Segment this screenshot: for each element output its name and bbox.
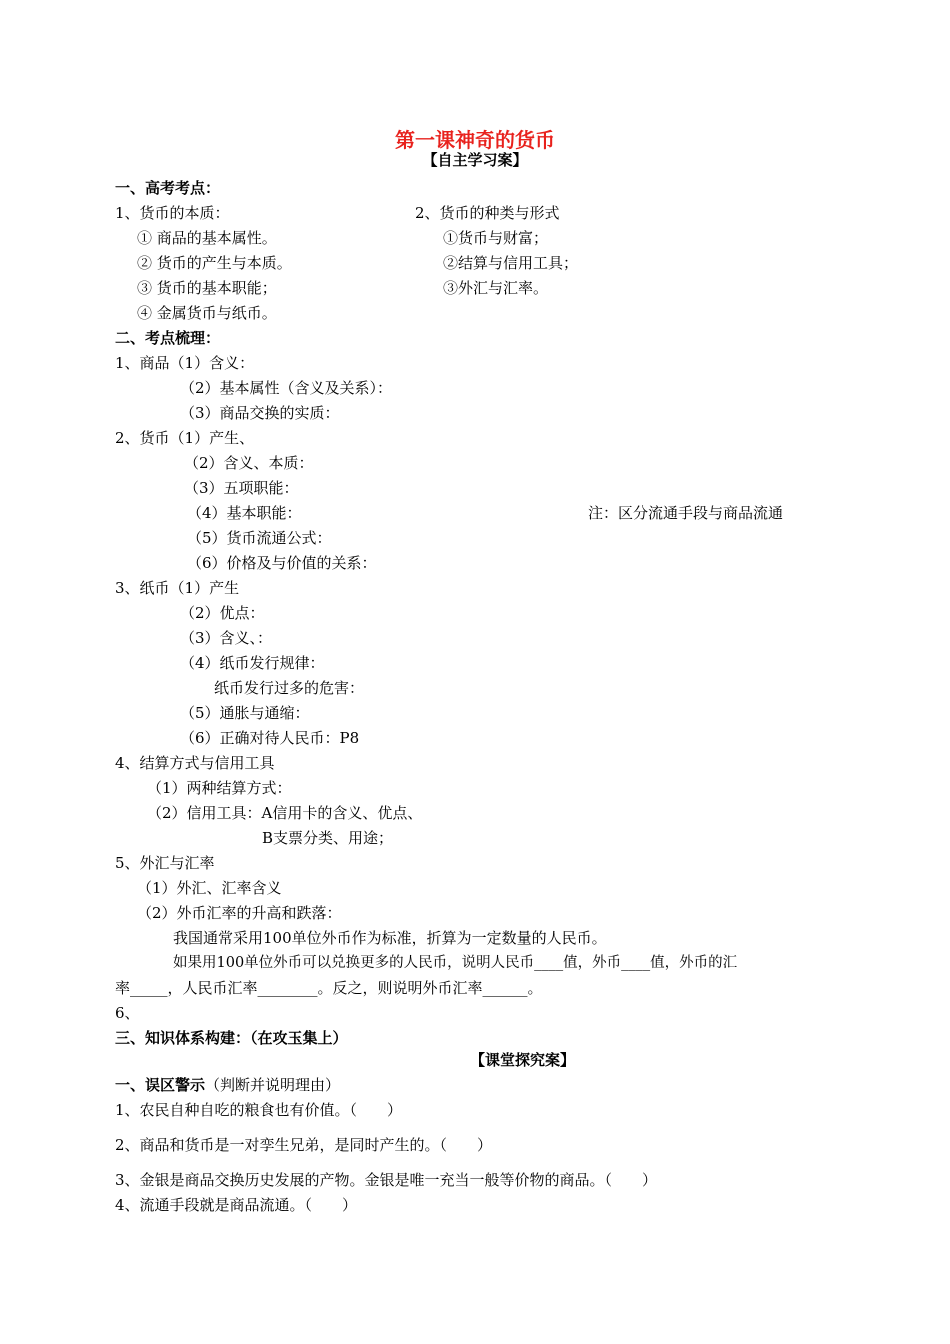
col-left-item: ③ 货币的基本职能； [137,279,277,297]
s3-line: （2）优点： [180,604,265,622]
page-title: 第一课神奇的货币 [395,128,555,152]
col-left-item: ② 货币的产生与本质。 [137,254,292,272]
s5-line: 率_____，人民币汇率________。反之，则说明外币汇率______。 [115,979,543,997]
s2-line: （3）五项职能： [184,479,299,497]
s2-note: 注：区分流通手段与商品流通 [588,504,784,522]
misconception-item: 2、商品和货币是一对孪生兄弟，是同时产生的。（ ） [115,1136,493,1154]
s3-line: （5）通胀与通缩： [180,704,310,722]
s2-line: （6）价格及与价值的关系： [187,554,377,572]
col-right-item: ①货币与财富； [443,229,549,247]
heading-knowledge-system: 三、知识体系构建：（在攻玉集上） [115,1029,348,1047]
s5-line: 如果用100单位外币可以兑换更多的人民币，说明人民币____值，外币____值，外币的汇 [173,955,738,971]
s4-line: （2）信用工具：A信用卡的含义、优点、 [147,804,423,822]
s5-line: （1）外汇、汇率含义 [137,879,282,897]
s3-line: 3、纸币（1）产生 [115,579,240,597]
s3-line: （6）正确对待人民币：P8 [180,729,360,747]
s5-line: 我国通常采用100单位外币作为标准，折算为一定数量的人民币。 [173,929,607,947]
misconception-title: 一、误区警示 [115,1076,206,1094]
s1-line: （2）基本属性（含义及关系）： [180,379,393,397]
s4-line: （1）两种结算方式： [147,779,292,797]
s6-line: 6、 [115,1004,140,1022]
misconception-item: 1、农民自种自吃的粮食也有价值。（ ） [115,1101,403,1119]
s3-line: （3）含义、： [180,629,273,647]
col-right-head: 2、货币的种类与形式 [415,204,560,222]
s5-line: （2）外币汇率的升高和跌落： [137,904,342,922]
col-left-head: 1、货币的本质： [115,204,230,222]
col-left-item: ① 商品的基本属性。 [137,229,277,247]
s2-line: 2、货币（1）产生、 [115,429,255,447]
col-right-item: ②结算与信用工具； [443,254,579,272]
s3-line: （4）纸币发行规律： [180,654,325,672]
s4-line: B支票分类、用途； [262,829,394,847]
misconception-item: 4、流通手段就是商品流通。（ ） [115,1196,358,1214]
heading-review: 二、考点梳理： [115,329,221,347]
s5-line: 5、外汇与汇率 [115,854,215,872]
section-self-study: 【自主学习案】 [422,151,528,169]
misconception-heading [115,1075,340,1095]
misconception-instruction: （判断并说明理由） [205,1076,341,1094]
misconception-item: 3、金银是商品交换历史发展的产物。金银是唯一充当一般等价物的商品。（ ） [115,1171,658,1189]
s2-line: （2）含义、本质： [184,454,314,472]
s3-line: 纸币发行过多的危害： [214,679,365,697]
col-right-item: ③外汇与汇率。 [443,279,549,297]
section-class-inquiry: 【课堂探究案】 [470,1051,576,1069]
s2-line: （4）基本职能： [187,504,302,522]
col-left-item: ④ 金属货币与纸币。 [137,304,277,322]
s4-line: 4、结算方式与信用工具 [115,754,275,772]
s2-line: （5）货币流通公式： [187,529,332,547]
s1-line: （3）商品交换的实质： [180,404,340,422]
heading-exam-points: 一、高考考点： [115,179,221,197]
s1-line: 1、商品（1）含义： [115,354,255,372]
